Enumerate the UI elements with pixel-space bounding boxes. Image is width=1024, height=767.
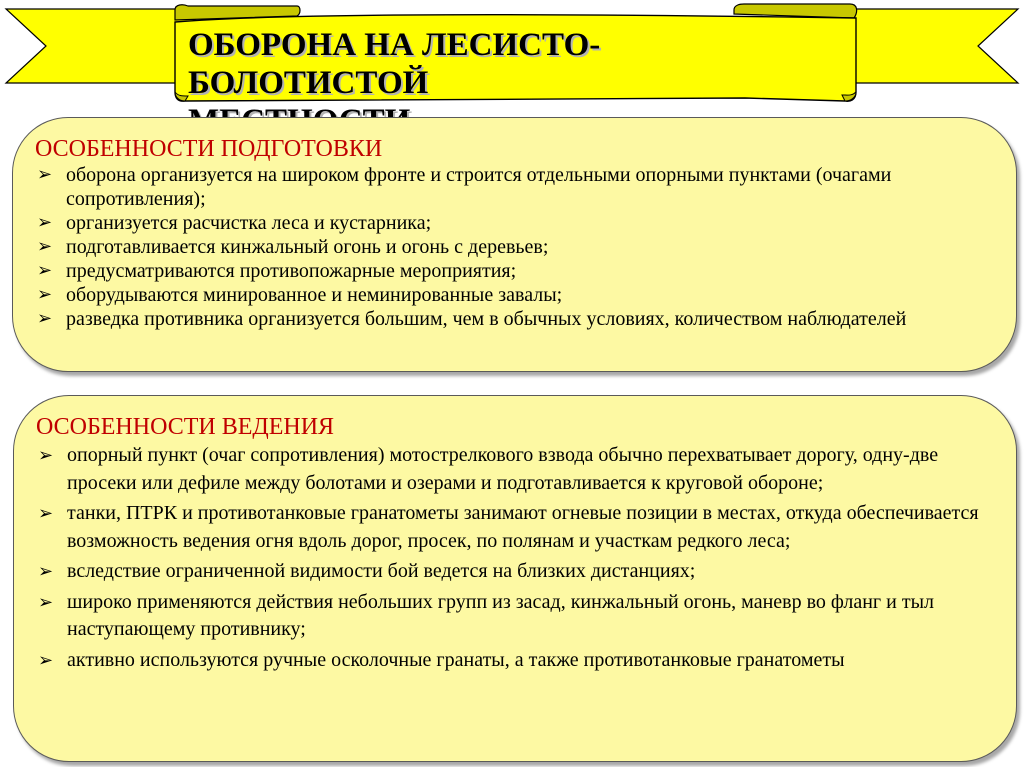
arrow-bullet-icon: ➢ bbox=[37, 164, 53, 185]
list-item-text: предусматриваются противопожарные мероприятия; bbox=[66, 260, 517, 282]
arrow-bullet-icon: ➢ bbox=[37, 260, 53, 281]
arrow-bullet-icon: ➢ bbox=[38, 445, 54, 466]
list-item bbox=[35, 283, 996, 307]
conduct-heading: ОСОБЕННОСТИ ВЕДЕНИЯ bbox=[36, 414, 335, 440]
list-item bbox=[36, 500, 996, 555]
list-item-text: вследствие ограниченной видимости бой ведется на близких дистанциях; bbox=[67, 560, 696, 582]
arrow-bullet-icon: ➢ bbox=[37, 308, 53, 329]
list-item bbox=[36, 442, 996, 497]
list-item bbox=[36, 589, 996, 644]
preparation-list bbox=[35, 163, 996, 331]
banner-right-tail bbox=[830, 9, 1018, 83]
list-item bbox=[35, 163, 996, 211]
arrow-bullet-icon: ➢ bbox=[38, 503, 54, 524]
banner-left-tail bbox=[6, 9, 195, 83]
preparation-panel bbox=[12, 117, 1017, 372]
preparation-heading: ОСОБЕННОСТИ ПОДГОТОВКИ bbox=[35, 136, 383, 162]
conduct-panel bbox=[13, 395, 1017, 762]
list-item bbox=[35, 259, 996, 283]
conduct-list bbox=[36, 442, 996, 674]
list-item bbox=[35, 307, 996, 331]
list-item-text: организуется расчистка леса и кустарника; bbox=[66, 212, 432, 234]
arrow-bullet-icon: ➢ bbox=[38, 649, 54, 671]
list-item-text: танки, ПТРК и противотанковые гранатометы занимают огневые позиции в местах, откуда обеспечивается возможность ведения огня вдоль дорог, просек, по полянам и участкам редкого леса; bbox=[67, 502, 979, 552]
arrow-bullet-icon: ➢ bbox=[38, 561, 54, 582]
list-item-text: разведка противника организуется большим, чем в обычных условиях, количеством наблюдателей bbox=[66, 308, 907, 330]
list-item-text: активно используются ручные осколочные гранаты, а также противотанковые гранатометы bbox=[67, 648, 845, 671]
list-item-text: широко применяются действия небольших групп из засад, кинжальный огонь, маневр во фланг и тыл наступающему противнику; bbox=[67, 590, 934, 640]
arrow-bullet-icon: ➢ bbox=[37, 212, 53, 233]
page-title-line1: ОБОРОНА НА ЛЕСИСТО-БОЛОТИСТОЙ bbox=[188, 27, 601, 101]
list-item-text: подготавливается кинжальный огонь и огонь с деревьев; bbox=[66, 236, 549, 258]
arrow-bullet-icon: ➢ bbox=[37, 236, 53, 257]
list-item bbox=[36, 558, 996, 586]
list-item bbox=[35, 235, 996, 259]
arrow-bullet-icon: ➢ bbox=[38, 591, 54, 613]
list-item bbox=[35, 211, 996, 235]
list-item-text: опорный пункт (очаг сопротивления) мотострелкового взвода обычно перехватывает дорогу, одну-две просеки или дефиле между болотами и озерами и подготавливается к круговой обороне; bbox=[67, 444, 939, 494]
list-item-text: оборудываются минированное и неминированные завалы; bbox=[66, 284, 563, 306]
list-item-text: оборона организуется на широком фронте и строится отдельными опорными пунктами (очагами сопротивления); bbox=[66, 164, 892, 210]
list-item bbox=[36, 647, 996, 675]
arrow-bullet-icon: ➢ bbox=[37, 284, 53, 305]
